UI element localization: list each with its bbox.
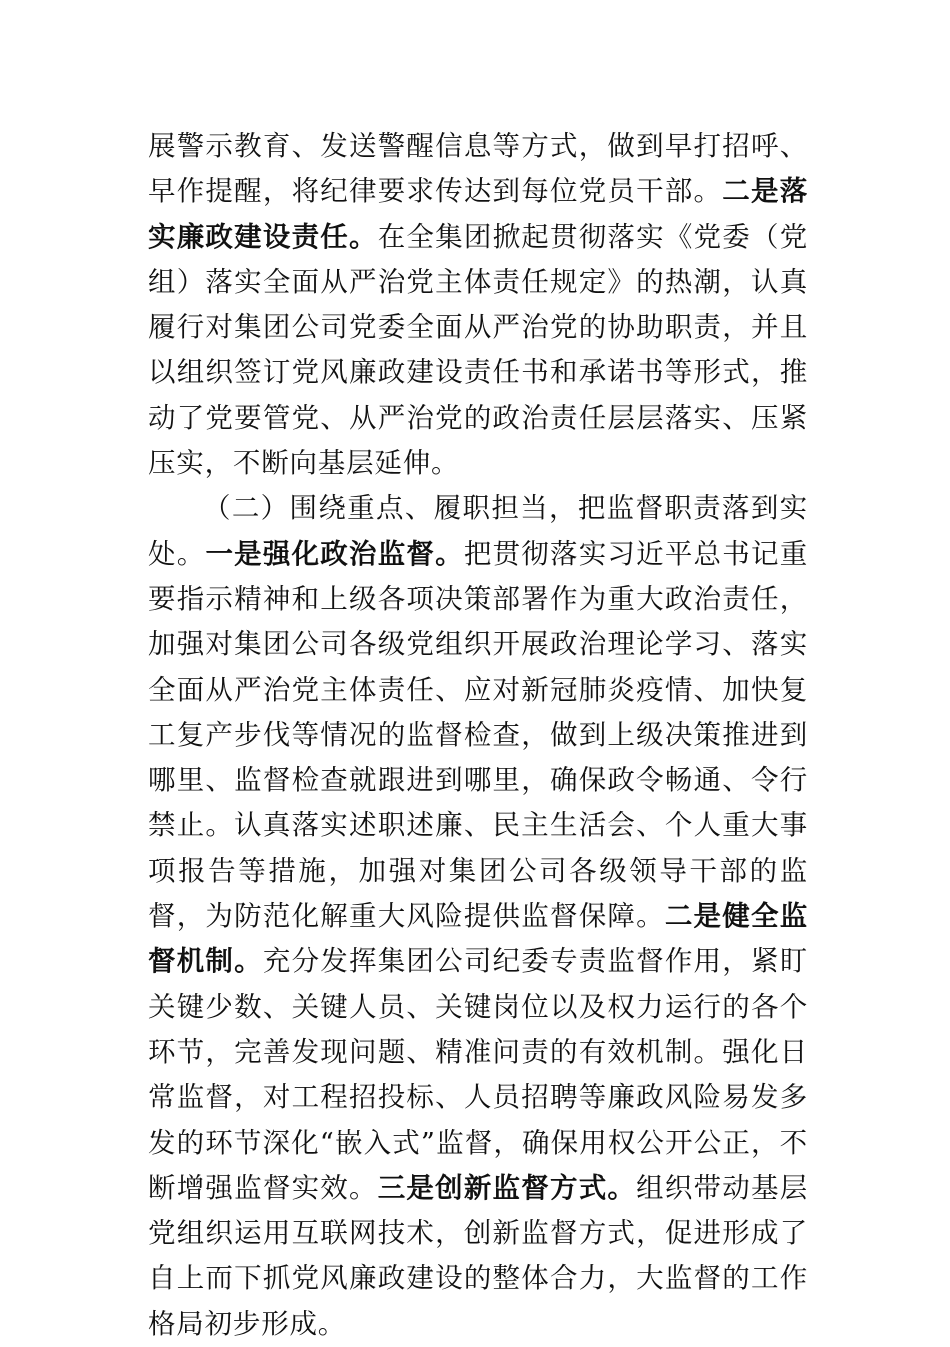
document-page (148, 124, 808, 1347)
paragraph-2-bold-heading-2: 二是健全监督机制。 (148, 900, 808, 978)
paragraph-1-text-2: 在全集团掀起贯彻落实《党委（党组）落实全面从严治党主体责任规定》的热潮，认真履行对集团公司党委全面从严治党的协助职责，并且以组织签订党风廉政建设责任书和承诺书等形式，推动了党要管党、从严治党的政治责任层层落实、压紧压实，不断向基层延伸。 (148, 220, 809, 480)
section-heading: （二）围绕重点、履职担当，把监督职责落到实处。 (148, 492, 808, 570)
paragraph-2-text-1: 把贯彻落实习近平总书记重要指示精神和上级各项决策部署作为重大政治责任，加强对集团公司各级党组织开展政治理论学习、落实全面从严治党主体责任、应对新冠肺炎疫情、加快复工复产步伐等情况的监督检查，做到上级决策推进到哪里、监督检查就跟进到哪里，确保政令畅通、令行禁止。认真落实述职述廉、民主生活会、个人重大事项报告等措施，加强对集团公司各级领导干部的监督，为防范化解重大风险提供监督保障。 (148, 537, 808, 933)
paragraph-1 (148, 124, 808, 486)
paragraph-1-text-1: 展警示教育、发送警醒信息等方式，做到早打招呼、早作提醒，将纪律要求传达到每位党员干部。 (148, 130, 808, 208)
paragraph-2-text-3: 组织带动基层党组织运用互联网技术，创新监督方式，促进形成了自上而下抓党风廉政建设的整体合力，大监督的工作格局初步形成。 (148, 1171, 808, 1340)
paragraph-2-bold-heading-1: 一是强化政治监督。 (205, 537, 464, 570)
paragraph-2 (148, 486, 808, 1347)
paragraph-2-text-2: 充分发挥集团公司纪委专责监督作用，紧盯关键少数、关键人员、关键岗位以及权力运行的各个环节，完善发现问题、精准问责的有效机制。强化日常监督，对工程招投标、人员招聘等廉政风险易发多发的环节深化“嵌入式”监督，确保用权公开公正，不断增强监督实效。 (148, 945, 808, 1204)
paragraph-1-bold-heading: 二是落实廉政建设责任。 (148, 175, 808, 253)
paragraph-2-bold-heading-3: 三是创新监督方式。 (377, 1171, 637, 1204)
